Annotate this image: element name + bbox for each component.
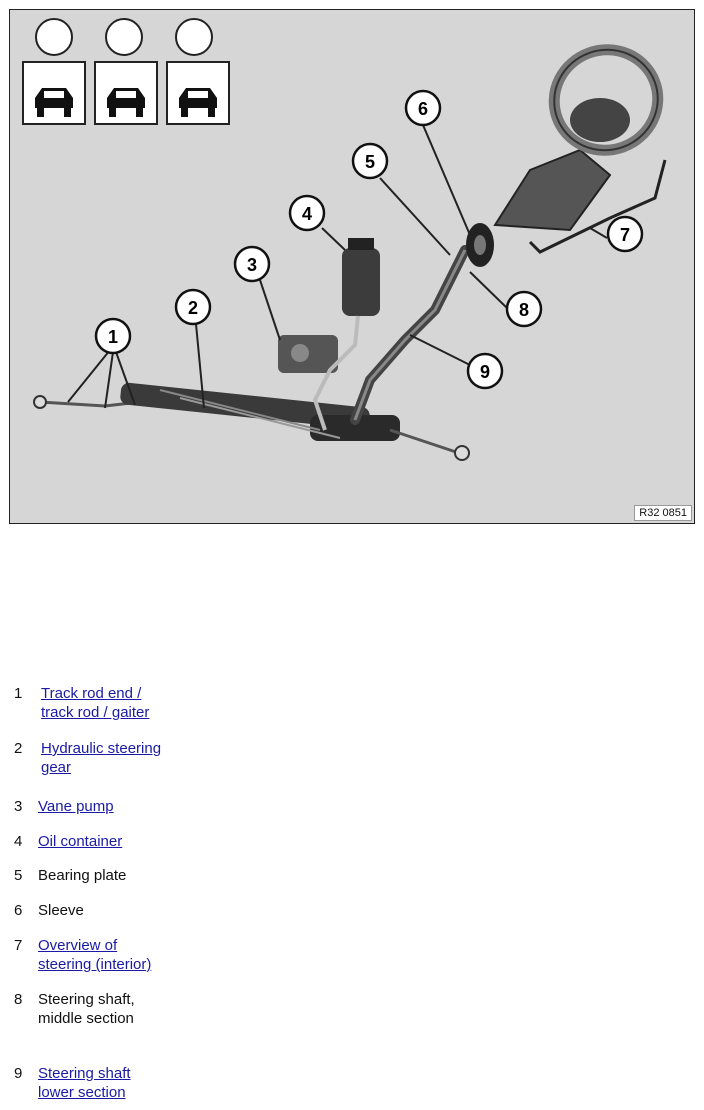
diagram-drawing xyxy=(10,10,695,524)
legend-number: 6 xyxy=(14,902,23,919)
callout-1 xyxy=(96,319,130,353)
legend-item-6 xyxy=(14,901,84,920)
link-hydraulic-steering-gear[interactable]: Hydraulic steering gear xyxy=(41,740,162,776)
legend-item-3 xyxy=(14,797,114,816)
callout-3 xyxy=(235,247,269,281)
car-icon-2 xyxy=(95,19,157,124)
figure-reference: R32 0851 xyxy=(634,505,692,521)
svg-text:4: 4 xyxy=(301,204,313,224)
svg-text:3: 3 xyxy=(246,255,258,275)
callout-2 xyxy=(176,290,210,324)
legend-item-9 xyxy=(14,1064,131,1102)
link-overview-steering-interior[interactable]: Overview of steering (interior) xyxy=(38,937,152,973)
steering-system-diagram xyxy=(9,9,695,524)
callout-5 xyxy=(353,144,387,178)
legend-item-4 xyxy=(14,832,122,851)
svg-text:8: 8 xyxy=(518,300,530,320)
legend-number: 4 xyxy=(14,833,23,850)
steering-rack xyxy=(34,382,469,460)
callout-8 xyxy=(507,292,541,326)
oil-container xyxy=(315,238,380,430)
legend-number: 8 xyxy=(14,991,23,1008)
legend-number: 2 xyxy=(14,740,23,757)
link-vane-pump[interactable]: Vane pump xyxy=(38,798,114,815)
svg-text:2: 2 xyxy=(187,298,199,318)
legend-item-7 xyxy=(14,936,151,974)
car-icon-3 xyxy=(167,19,229,124)
svg-text:6: 6 xyxy=(417,99,429,119)
vane-pump xyxy=(278,335,338,373)
svg-text:5: 5 xyxy=(364,152,376,172)
legend-number: 7 xyxy=(14,937,23,954)
label-sleeve: Sleeve xyxy=(38,902,84,919)
callout-6 xyxy=(406,91,440,125)
legend-item-2 xyxy=(14,739,161,777)
label-steering-shaft-middle: Steering shaft, middle section xyxy=(38,991,135,1027)
legend-number: 5 xyxy=(14,867,23,884)
legend-item-8 xyxy=(14,990,135,1028)
car-icon-1 xyxy=(23,19,85,124)
legend-item-1 xyxy=(14,684,149,722)
callout-9 xyxy=(468,354,502,388)
svg-text:7: 7 xyxy=(619,225,631,245)
link-track-rod-end[interactable]: Track rod end / track rod / gaiter xyxy=(41,685,150,721)
vehicle-variant-icons xyxy=(23,19,229,124)
callout-4 xyxy=(290,196,324,230)
legend-number: 9 xyxy=(14,1065,23,1082)
legend-number: 3 xyxy=(14,798,23,815)
callout-7 xyxy=(608,217,642,251)
link-steering-shaft-lower[interactable]: Steering shaft lower section xyxy=(38,1065,131,1101)
svg-text:9: 9 xyxy=(479,362,491,382)
legend-number: 1 xyxy=(14,685,23,702)
label-bearing-plate: Bearing plate xyxy=(38,867,127,884)
svg-text:1: 1 xyxy=(107,327,119,347)
legend-item-5 xyxy=(14,866,126,885)
link-oil-container[interactable]: Oil container xyxy=(38,833,123,850)
